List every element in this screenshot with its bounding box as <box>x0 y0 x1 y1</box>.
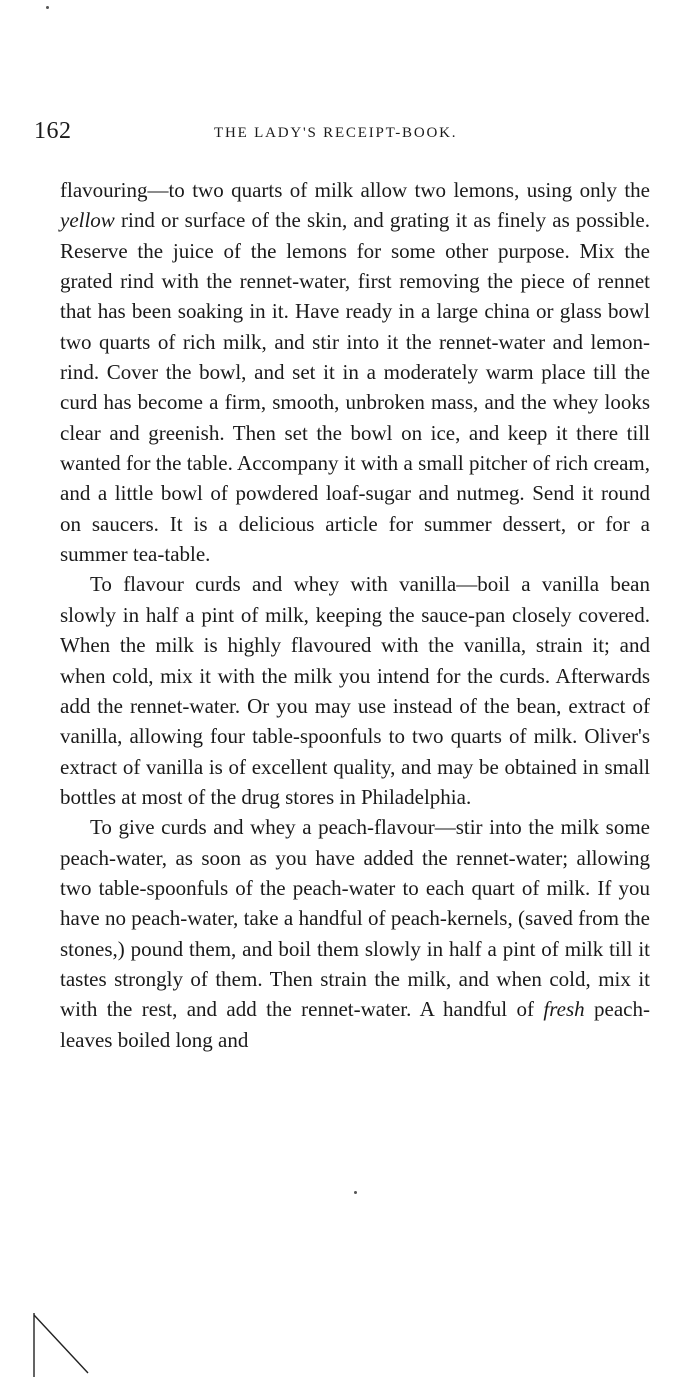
running-head <box>34 118 654 152</box>
paragraph-lemon-flavouring: flavouring—to two quarts of milk allow two lemons, using only the yellow rind or surface of the skin, and grating it as finely as possible. Reserve the juice of the lemons for some other purpose. Mix the grated rind with the rennet-water, first removing the piece of rennet that has been soaking in it. Have ready in a large china or glass bowl two quarts of rich milk, and stir into it the rennet-water and lemon-rind. Cover the bowl, and set it in a moderately warm place till the curd has become a firm, smooth, unbroken mass, and the whey looks clear and greenish. Then set the bowl on ice, and keep it there till wanted for the table. Accompany it with a small pitcher of rich cream, and a little bowl of powdered loaf-sugar and nutmeg. Send it round on saucers. It is a delicious article for summer dessert, or for a summer tea-table. <box>60 178 650 567</box>
paragraph-peach-flavouring: To give curds and whey a peach-flavour—stir into the milk some peach-water, as soon as you have added the rennet-water; allowing two table-spoonfuls of the peach-water to each quart of milk. If you have no peach-water, take a handful of peach-kernels, (saved from the stones,) pound them, and boil them slowly in half a pint of milk till it tastes strongly of them. Then strain the milk, and when cold, mix it with the rest, and add the rennet-water. A handful of fresh peach-leaves boiled long and <box>60 815 650 1052</box>
scan-speck <box>354 1191 357 1194</box>
scan-speck <box>46 6 49 9</box>
paragraph-vanilla-flavouring: To flavour curds and whey with vanilla—boil a vanilla bean slowly in half a pint of milk, keeping the sauce-pan closely covered. When the milk is highly flavoured with the vanilla, strain it; and when cold, mix it with the milk you intend for the curds. Afterwards add the rennet-water. Or you may use instead of the bean, extract of vanilla, allowing four table-spoonfuls to two quarts of milk. Oliver's extract of vanilla is of excellent quality, and may be obtained in small bottles at most of the drug stores in Philadelphia. <box>60 572 650 809</box>
running-title: THE LADY'S RECEIPT-BOOK. <box>214 125 458 141</box>
corner-fold-mark <box>30 1313 90 1377</box>
emphasis-yellow: yellow <box>60 208 115 233</box>
body-text <box>60 175 650 1055</box>
emphasis-fresh: fresh <box>543 997 585 1022</box>
page-number: 162 <box>34 118 72 144</box>
